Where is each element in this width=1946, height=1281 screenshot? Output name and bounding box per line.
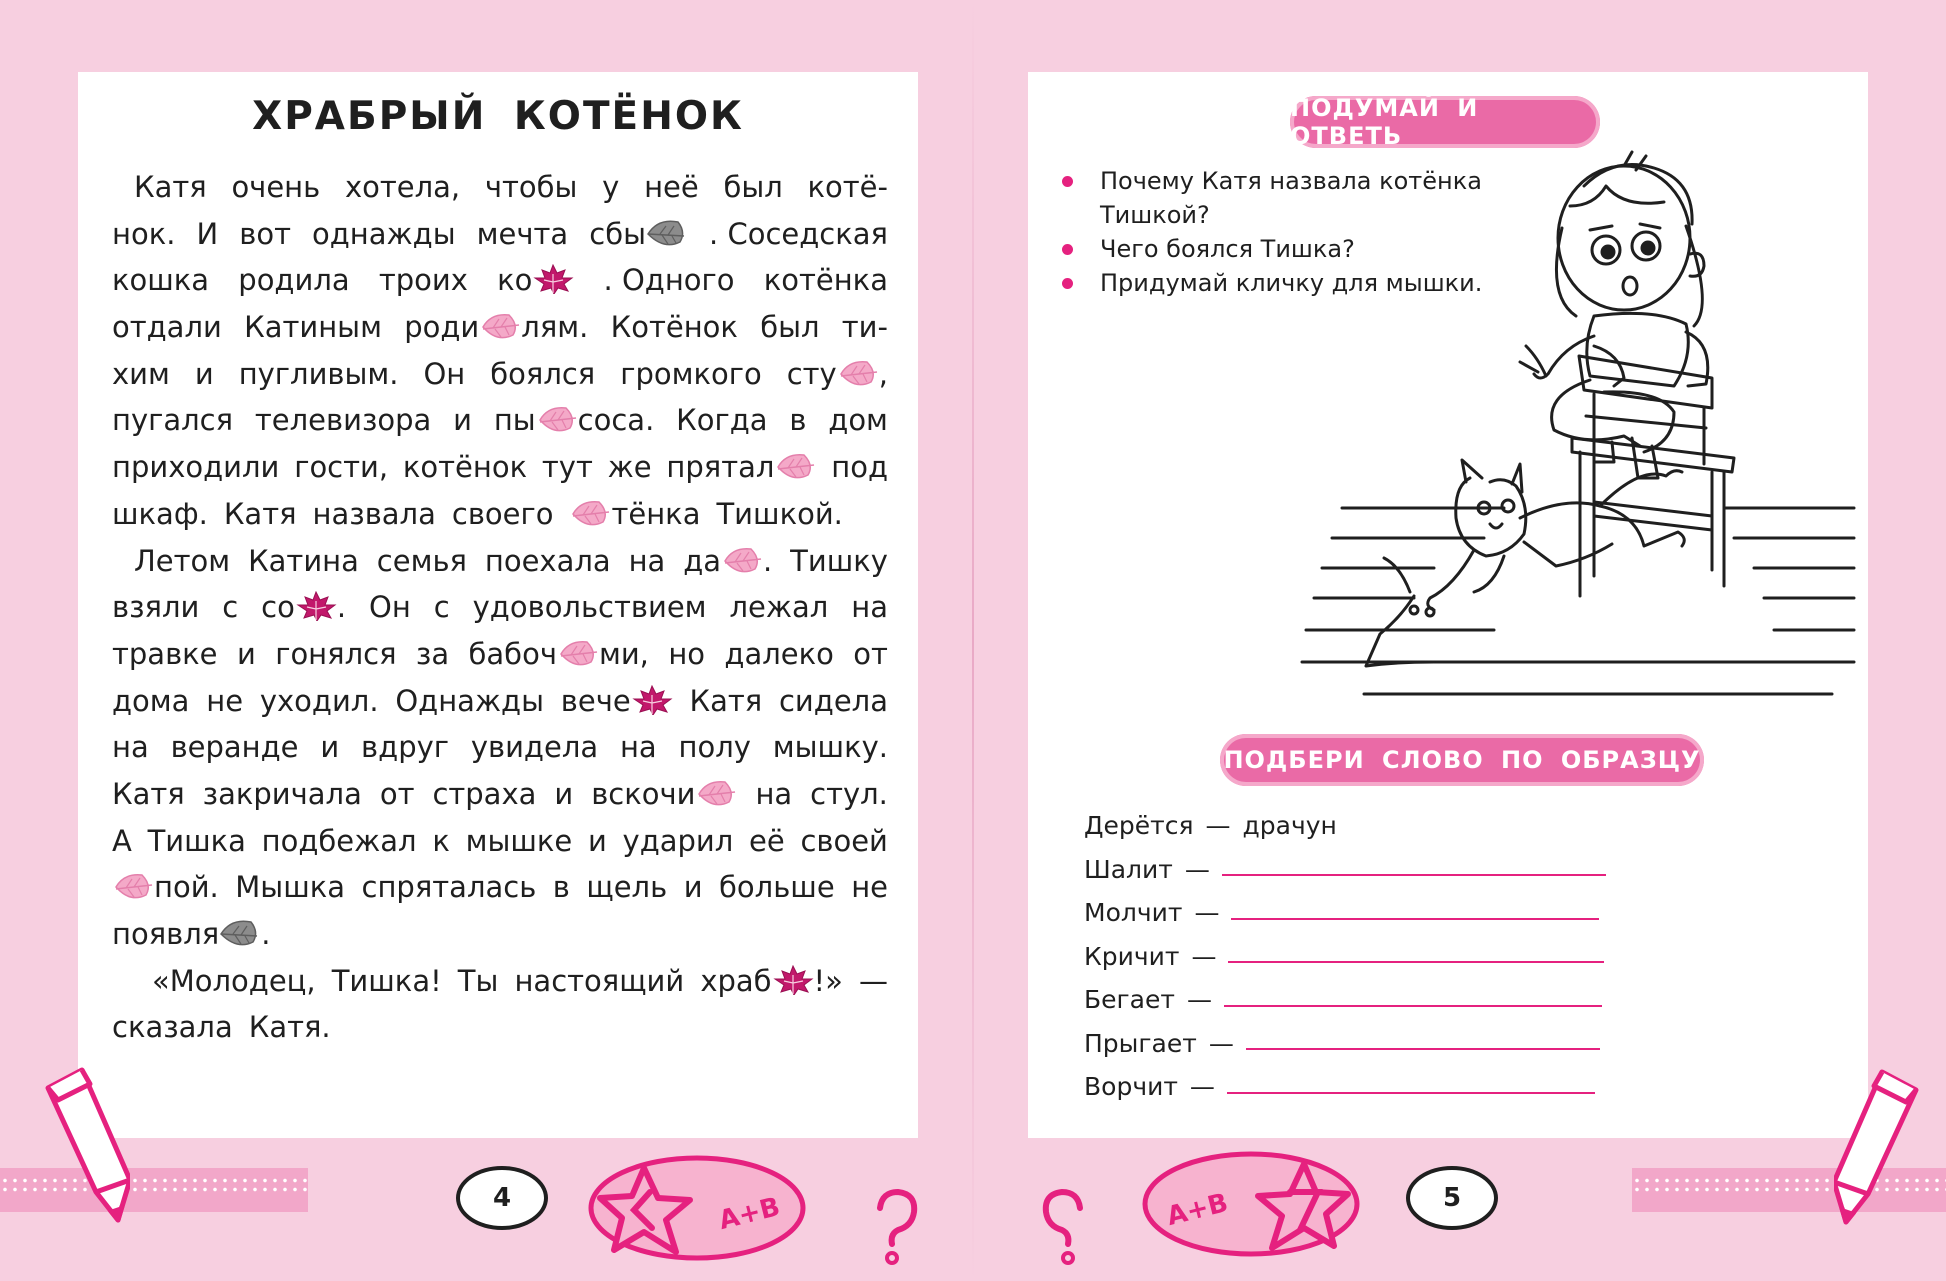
story-line [112, 958, 888, 1005]
story-word: дом [828, 403, 888, 438]
story-word: Летом [134, 543, 231, 578]
story-word: со . [261, 590, 347, 625]
story-line [112, 211, 888, 258]
story-word: «Молодец, [152, 963, 316, 998]
story-word: однажды [312, 216, 456, 251]
story-line [112, 584, 888, 631]
story-word: мечта [476, 216, 569, 251]
story-line [112, 351, 888, 398]
story-word: своего [451, 496, 554, 531]
question-item: Придумай кличку для мышки. [1058, 266, 1528, 300]
story-word: прятал [666, 444, 816, 491]
story-word: котё- [807, 170, 888, 204]
story-word: А [112, 823, 132, 858]
word-row [1084, 935, 1606, 979]
story-line [112, 491, 888, 538]
story-word: на [628, 543, 666, 578]
story-line [112, 771, 888, 818]
story-word: больше [719, 870, 835, 905]
answer-line[interactable] [1246, 1048, 1600, 1050]
story-word: удовольствием [472, 590, 707, 625]
story-word: — [858, 963, 888, 998]
story-word: пой. [112, 864, 219, 911]
story-word: не [851, 870, 888, 905]
story-word: и [554, 776, 574, 811]
story-word: вот [239, 216, 291, 251]
badge-text: A+B [1163, 1188, 1232, 1233]
story-word: к [432, 823, 450, 858]
girl-on-chair-cat-mouse-illustration [1294, 146, 1868, 706]
story-word: троих [378, 263, 468, 298]
pink-leaf-icon [479, 311, 521, 341]
story-line [112, 818, 888, 865]
story-word: Катиным [244, 310, 382, 345]
story-word: роди лям. [404, 310, 589, 345]
story-word: Катя [134, 170, 207, 204]
story-word: Когда [676, 403, 768, 438]
dash: — [1208, 1028, 1234, 1058]
story-word: Он [423, 356, 466, 391]
story-word: уходил. [259, 683, 379, 718]
word: Прыгает [1084, 1028, 1197, 1058]
dash: — [1191, 941, 1217, 971]
story-word: был [723, 170, 783, 204]
story-word: пугливым. [238, 356, 399, 391]
story-word: Катя [689, 683, 763, 718]
story-word: Тишкой. [716, 496, 843, 531]
story-word: и [453, 403, 472, 438]
pink-leaf-icon [536, 404, 578, 434]
story-word: и [587, 823, 607, 858]
story-word: вече [561, 678, 673, 725]
story-word: взяли [112, 590, 200, 625]
pink-leaf-icon [774, 451, 816, 481]
story-word: подбежал [261, 823, 417, 858]
story-word: Однажды [395, 683, 545, 718]
question-item: Чего боялся Тишка? [1058, 232, 1528, 266]
pink-leaf-icon [695, 778, 737, 808]
story-word: лежал [729, 590, 829, 625]
story-word: вскочи [591, 771, 737, 818]
story-word: семья [376, 543, 467, 578]
story-word: мышке [465, 823, 573, 858]
right-page [1028, 72, 1868, 1138]
question-mark-icon [1036, 1186, 1092, 1268]
story-line [112, 397, 888, 444]
story-word: отдали [112, 310, 222, 345]
star-badge-right [1140, 1148, 1362, 1260]
story-word: гонялся [275, 636, 397, 671]
page-number-right: 5 [1406, 1166, 1498, 1230]
story-word: травке [112, 636, 218, 671]
story-word: веранде [170, 730, 299, 765]
story-word: и [683, 870, 703, 905]
story-word: нок. [112, 216, 176, 251]
question-item: Почему Катя назвала котёнка Тишкой? [1058, 164, 1528, 232]
story-word: на [619, 730, 657, 765]
story-word: Тишка! [331, 963, 442, 998]
story-word: громкого [620, 356, 762, 391]
story-word: под [831, 450, 888, 485]
story-word: ударил [622, 823, 734, 858]
dash: — [1186, 985, 1212, 1015]
story-word: своей [800, 823, 888, 858]
story-word: с [222, 590, 239, 625]
story-word: и [194, 356, 214, 391]
story-word: Он [369, 590, 411, 625]
story-word: сидела [778, 683, 888, 718]
story-line [112, 678, 888, 725]
story-word: вдруг [361, 730, 449, 765]
word-row [1084, 1065, 1606, 1109]
story-line [112, 538, 888, 585]
pencil-icon [40, 1060, 130, 1230]
story-word: шкаф. [112, 496, 208, 531]
story-word: ти- [841, 310, 888, 345]
story-word: Катина [248, 543, 359, 578]
story-word: был [760, 310, 820, 345]
story-word: хотела, [344, 170, 461, 204]
book-spine [972, 0, 974, 1281]
story-word: за [415, 636, 450, 671]
example-answer: драчун [1242, 811, 1337, 841]
story-text [112, 164, 888, 1051]
story-word: Тишка [147, 823, 246, 858]
question-mark-icon [868, 1186, 924, 1268]
story-word: на [112, 730, 149, 765]
story-word: её [749, 823, 785, 858]
pink-leaf-icon [837, 358, 879, 388]
story-word: закричала [202, 776, 362, 811]
story-line [112, 304, 888, 351]
story-word: Тишку [790, 543, 888, 578]
answer-line[interactable] [1228, 961, 1604, 963]
maple-leaf-icon [532, 264, 574, 294]
dash: — [1189, 1072, 1215, 1102]
story-word: пы соса. [493, 403, 655, 438]
word-row [1084, 978, 1606, 1022]
dash: — [1205, 811, 1231, 841]
dash: — [1194, 898, 1220, 928]
gray-leaf-icon [219, 918, 261, 948]
story-word: храб !» [700, 963, 843, 998]
story-word: сту , [786, 356, 888, 391]
word: Шалит [1084, 854, 1173, 884]
word: Бегает [1084, 985, 1175, 1015]
story-word: телевизора [254, 403, 432, 438]
pencil-icon [1834, 1062, 1924, 1232]
story-line [112, 1004, 888, 1051]
badge-text: A+B [715, 1192, 784, 1237]
story-word: увидела [470, 730, 599, 765]
star-badge-left [586, 1152, 808, 1264]
story-line [112, 164, 888, 211]
maple-leaf-icon [772, 965, 814, 995]
left-page [78, 72, 918, 1138]
story-word: . Одного [603, 263, 735, 298]
story-word: щель [586, 870, 668, 905]
gray-leaf-icon [646, 218, 688, 248]
story-word: в [789, 403, 807, 438]
story-word: тут [541, 450, 593, 485]
answer-line[interactable] [1224, 1005, 1602, 1007]
story-word: хим [112, 356, 170, 391]
story-word: сбы [589, 211, 688, 258]
story-line [112, 257, 888, 304]
story-word: дома [112, 683, 190, 718]
story-word: котёнка [763, 263, 888, 298]
story-word: далеко [724, 636, 834, 671]
dash: — [1184, 854, 1210, 884]
story-word: Катя. [248, 1010, 331, 1045]
story-word: родила [238, 263, 350, 298]
story-word: гости, [294, 450, 389, 485]
story-word: тёнка [569, 491, 700, 538]
story-line [112, 444, 888, 491]
story-word: не [206, 683, 244, 718]
story-word: спряталась [361, 870, 537, 905]
story-word: полу [678, 730, 751, 765]
story-word: неё [644, 170, 699, 204]
word-row [1084, 848, 1606, 892]
story-word: приходили [112, 450, 280, 485]
story-word: настоящий [514, 963, 685, 998]
match-word-header: ПОДБЕРИ СЛОВО ПО ОБРАЗЦУ [1220, 734, 1704, 786]
think-and-answer-header: ПОДУМАЙ И ОТВЕТЬ [1290, 96, 1600, 148]
example-word: Дерётся [1084, 811, 1194, 841]
story-line [112, 911, 888, 958]
story-word: на [851, 590, 888, 625]
story-word: Катя [223, 496, 297, 531]
answer-line[interactable] [1231, 918, 1599, 920]
story-word: и [236, 636, 256, 671]
story-word: страха [432, 776, 537, 811]
story-line [112, 724, 888, 771]
story-word: пугался [112, 403, 234, 438]
story-word: бабоч ми, [468, 636, 649, 671]
story-word: очень [231, 170, 321, 204]
story-word: от [853, 636, 888, 671]
pink-leaf-icon [721, 545, 763, 575]
word-matching-exercise [1084, 804, 1606, 1109]
story-title: ХРАБРЫЙ КОТЁНОК [252, 94, 744, 139]
maple-leaf-icon [295, 591, 337, 621]
story-word: от [379, 776, 415, 811]
story-word: же [607, 450, 652, 485]
story-word: на [755, 776, 793, 811]
story-word: боялся [490, 356, 596, 391]
story-word: Катя [112, 776, 185, 811]
story-word: стул. [810, 776, 888, 811]
pink-leaf-icon [569, 498, 611, 528]
story-word: котёнок [402, 450, 528, 485]
story-line [112, 864, 888, 911]
story-word: но [668, 636, 706, 671]
word: Молчит [1084, 898, 1183, 928]
story-word: в [552, 870, 570, 905]
word-row [1084, 891, 1606, 935]
pink-leaf-icon [557, 638, 599, 668]
story-word: Мышка [235, 870, 346, 905]
story-line [112, 631, 888, 678]
maple-leaf-icon [631, 685, 673, 715]
word-row [1084, 1022, 1606, 1066]
story-word: мышку. [772, 730, 888, 765]
example-row [1084, 804, 1606, 848]
answer-line[interactable] [1222, 874, 1606, 876]
story-word: поехала [484, 543, 611, 578]
story-word: у [602, 170, 620, 204]
answer-line[interactable] [1227, 1092, 1595, 1094]
story-word: Котёнок [610, 310, 738, 345]
story-word: сказала [112, 1010, 233, 1045]
story-word: появля . [112, 917, 271, 951]
story-word: назвала [312, 496, 436, 531]
story-word: И [196, 216, 219, 251]
story-word: с [433, 590, 450, 625]
story-word: ко [497, 257, 574, 304]
page-number-left: 4 [456, 1166, 548, 1230]
word: Ворчит [1084, 1072, 1178, 1102]
story-word: да . [683, 543, 773, 578]
word: Кричит [1084, 941, 1180, 971]
pink-leaf-icon [112, 871, 154, 901]
story-word: кошка [112, 263, 210, 298]
story-word: чтобы [484, 170, 578, 204]
story-word: и [320, 730, 340, 765]
story-word: . Соседская [709, 216, 888, 251]
story-word: Ты [457, 963, 499, 998]
